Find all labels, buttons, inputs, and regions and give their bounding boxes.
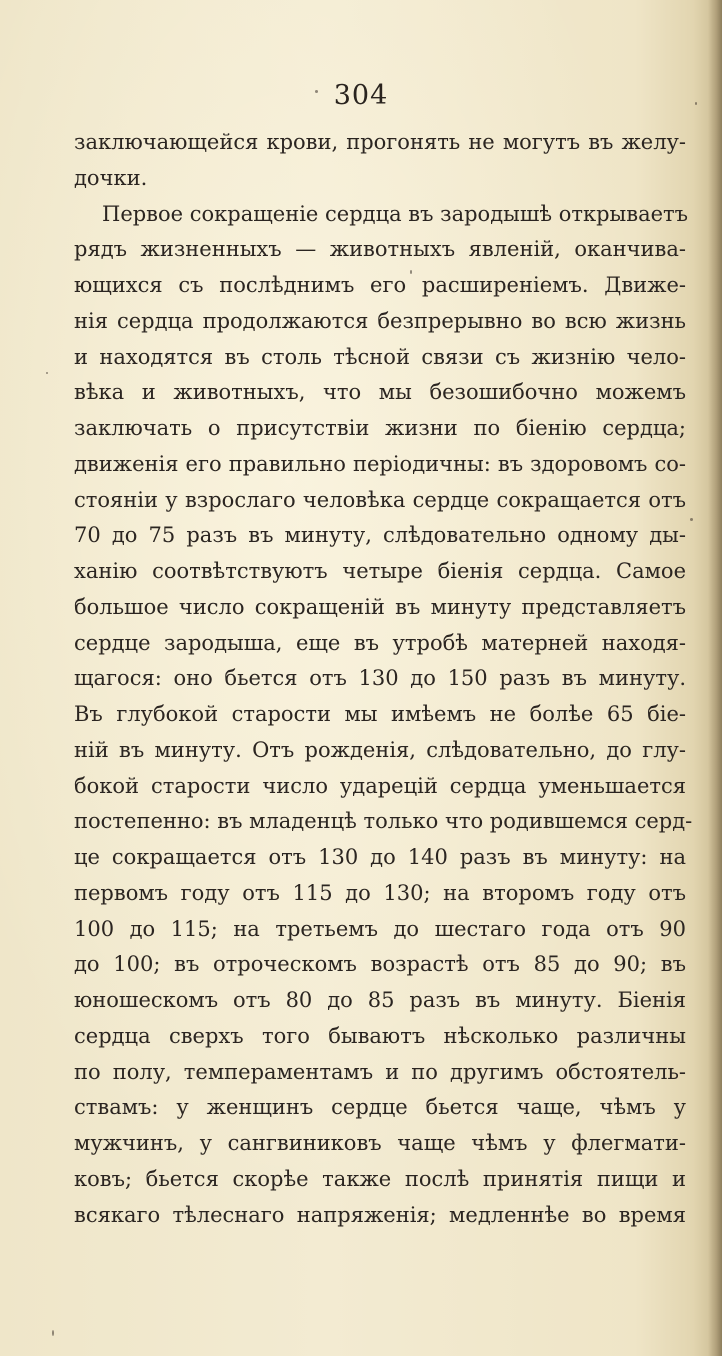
text-line: щагося: оно бьется отъ 130 до 150 разъ въ минуту.	[74, 666, 686, 691]
text-line: нія сердца продолжаются безпрерывно во всю жизнь	[74, 308, 686, 333]
body-text	[74, 125, 693, 1233]
text-line: первомъ году отъ 115 до 130; на второмъ году отъ	[74, 880, 686, 905]
text-line: до 100; въ отроческомъ возрастѣ отъ 85 до 90; въ	[74, 952, 686, 977]
text-line: заключающейся крови, прогонять не могутъ въ желу-	[74, 130, 686, 154]
text-line: юношескомъ отъ 80 до 85 разъ въ минуту. Біенія	[74, 988, 686, 1012]
text-line: всякаго тѣлеснаго напряженія; медленнѣе во время	[74, 1202, 686, 1227]
ink-speck	[690, 518, 693, 521]
text-line: по полу, темпераментамъ и по другимъ обстоятель-	[74, 1059, 686, 1084]
text-line: мужчинъ, у сангвиниковъ чаще чѣмъ у флегмати-	[74, 1131, 686, 1155]
text-line: заключать о присутствіи жизни по біенію сердца;	[74, 416, 686, 440]
text-line: большое число сокращеній въ минуту представляетъ	[74, 594, 686, 619]
text-line: сердца сверхъ того бываютъ нѣсколько различны	[74, 1023, 686, 1048]
text-line: Первое сокращеніе сердца въ зародышѣ открываетъ	[102, 201, 688, 226]
text-line: ній въ минуту. Отъ рожденія, слѣдовательно, до глу-	[74, 737, 686, 762]
text-line: рядъ жизненныхъ — животныхъ явленій, оканчива-	[74, 237, 686, 262]
text-line: бокой старости число ударецій сердца уменьшается	[74, 773, 686, 798]
text-line: сердце зародыша, еще въ утробѣ матерней находя-	[74, 630, 686, 655]
text-line: ющихся съ послѣднимъ его расширеніемъ. Движе-	[74, 273, 686, 297]
text-line: 70 до 75 разъ въ минуту, слѣдовательно одному ды-	[74, 523, 686, 548]
text-line: Въ глубокой старости мы имѣемъ не болѣе 65 біе-	[74, 702, 686, 726]
text-line: постепенно: въ младенцѣ только что родившемся серд-	[74, 809, 693, 834]
text-line: це сокращается отъ 130 до 140 разъ въ минуту: на	[74, 845, 686, 869]
text-line: стояніи у взрослаго человѣка сердце сокращается отъ	[74, 487, 686, 512]
text-line: вѣка и животныхъ, что мы безошибочно можемъ	[74, 380, 686, 405]
ink-speck	[52, 1330, 54, 1336]
text-line: 100 до 115; на третьемъ до шестаго года отъ 90	[74, 916, 686, 941]
text-line: дочки.	[74, 165, 148, 190]
text-line: ствамъ: у женщинъ сердце бьется чаще, чѣмъ у	[74, 1095, 686, 1120]
text-line: ковъ; бьется скорѣе также послѣ принятія пищи и	[74, 1166, 686, 1191]
text-line: и находятся въ столь тѣсной связи съ жизнію чело-	[74, 344, 686, 369]
ink-speck	[46, 372, 48, 374]
page-number: 304	[333, 80, 389, 111]
text-line: ханію соотвѣтствуютъ четыре біенія сердца. Самое	[74, 559, 686, 583]
page-edge-shadow	[708, 0, 722, 1356]
text-line: движенія его правильно періодичны: въ здоровомъ со-	[74, 451, 686, 476]
